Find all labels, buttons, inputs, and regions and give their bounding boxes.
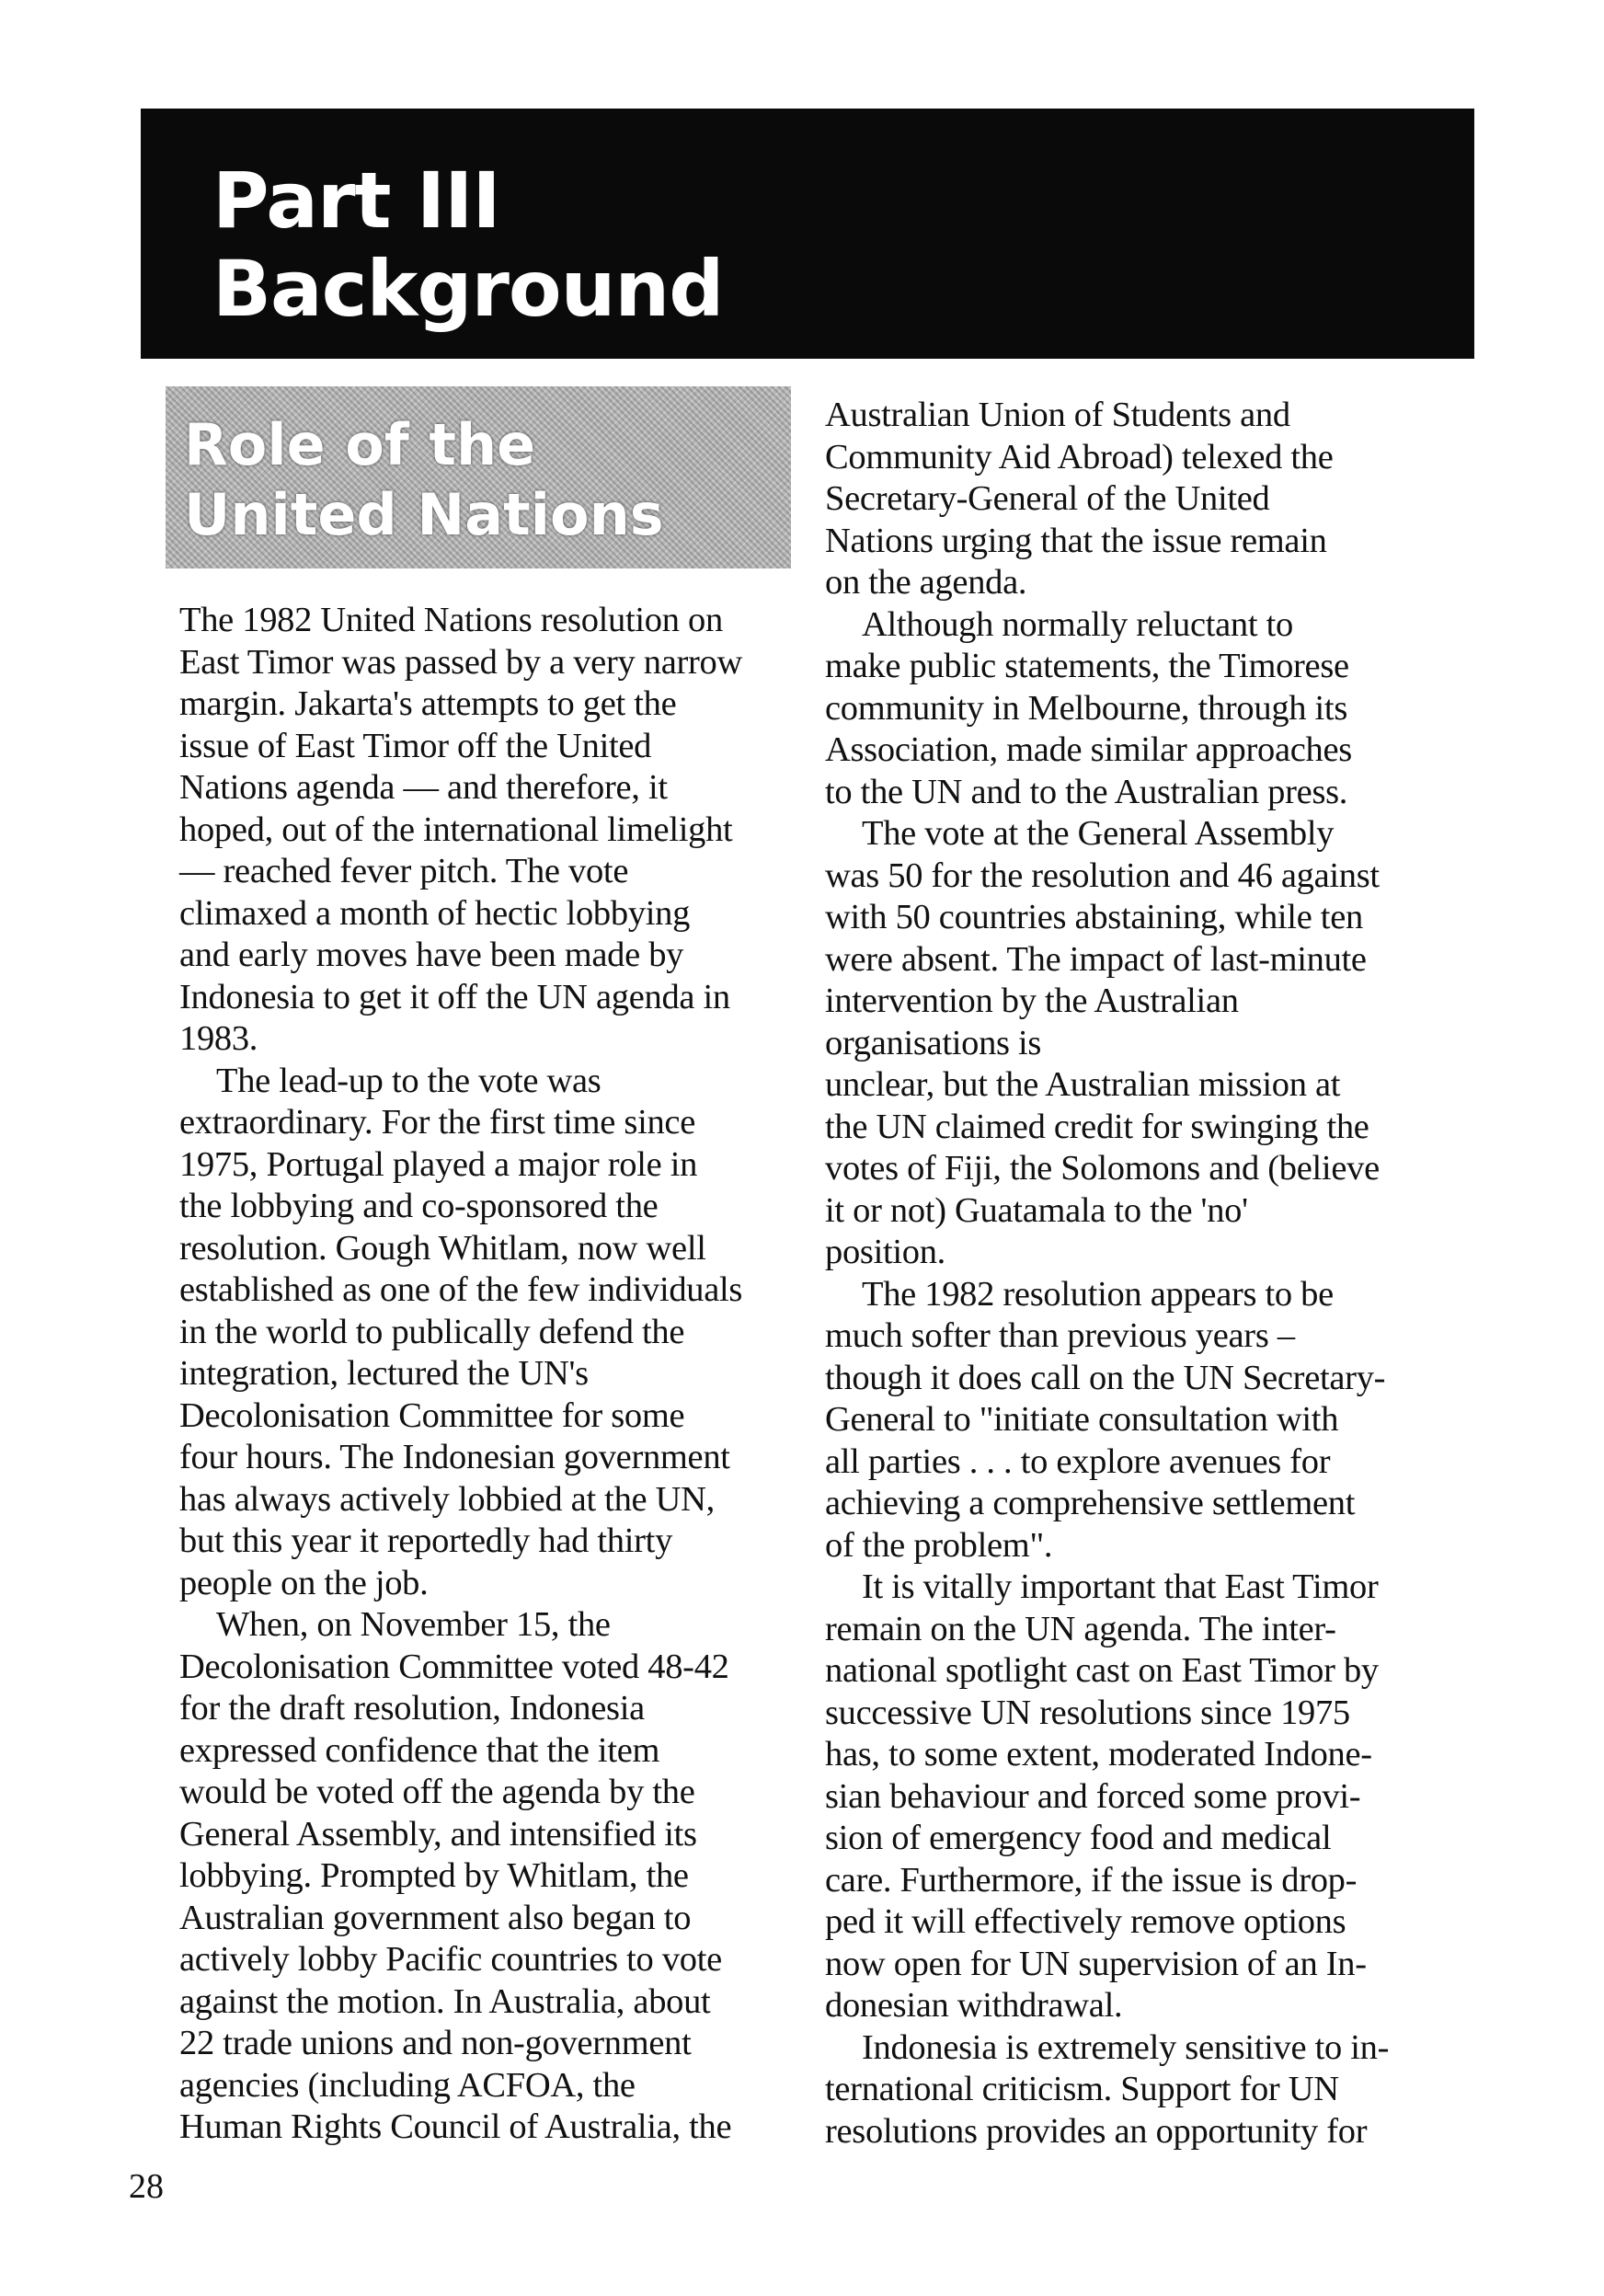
text-line: it or not) Guatamala to the 'no' (825, 1190, 1248, 1230)
text-line: The vote at the General Assembly (862, 814, 1335, 853)
text-line: 22 trade unions and non-government (179, 2024, 692, 2062)
text-line: of the problem". (825, 1525, 1053, 1565)
text-line: though it does call on the UN Secretary- (825, 1358, 1386, 1397)
text-line: 1975, Portugal played a major role in (179, 1144, 698, 1184)
text-line: and early moves have been made by (179, 936, 684, 974)
text-line: has always actively lobbied at the UN, (179, 1479, 715, 1519)
text-line: actively lobby Pacific countries to vote (179, 1940, 722, 1979)
text-line: intervention by the Australian (825, 982, 1239, 1020)
text-line: It is vitally important that East Timor (862, 1567, 1379, 1606)
paragraph (179, 1061, 805, 1605)
text-line: with 50 countries abstaining, while ten (825, 898, 1363, 936)
text-line: lobbying. Prompted by Whitlam, the (179, 1856, 689, 1895)
text-line: to the UN and to the Australian press. (825, 772, 1348, 811)
section-heading-line-2: United Nations (184, 481, 664, 548)
text-line: Indonesia to get it off the UN agenda in (179, 977, 730, 1016)
text-line: the UN claimed credit for swinging the (825, 1107, 1369, 1146)
text-line: General to "initiate consultation with (825, 1400, 1339, 1439)
text-line: national spotlight cast on East Timor by (825, 1651, 1379, 1690)
text-line: unclear, but the Australian mission at (825, 1065, 1341, 1104)
text-line: Community Aid Abroad) telexed the (825, 437, 1334, 476)
text-line: would be voted off the agenda by the (179, 1773, 695, 1811)
text-line: make public statements, the Timorese (825, 647, 1349, 685)
text-line: margin. Jakarta's attempts to get the (179, 684, 677, 723)
text-line: in the world to publically defend the (179, 1312, 685, 1351)
text-line: resolutions provides an opportunity for (825, 2111, 1368, 2151)
text-line: integration, lectured the UN's (179, 1354, 589, 1393)
text-line: now open for UN supervision of an In- (825, 1944, 1367, 1983)
page-number: 28 (129, 2167, 164, 2206)
text-line: achieving a comprehensive settlement (825, 1484, 1356, 1522)
text-line: people on the job. (179, 1563, 429, 1602)
text-line: sian behaviour and forced some provi- (825, 1776, 1361, 1816)
text-line: has, to some extent, moderated Indone- (825, 1735, 1372, 1774)
text-line: position. (825, 1233, 945, 1271)
paragraph (825, 604, 1469, 814)
text-line: Although normally reluctant to (862, 604, 1293, 644)
text-line: agencies (including ACFOA, the (179, 2065, 636, 2105)
text-line: Australian Union of Students and (825, 396, 1290, 434)
text-line: Nations agenda — and therefore, it (179, 768, 668, 807)
text-line: community in Melbourne, through its (825, 688, 1348, 728)
text-line: donesian withdrawal. (825, 1986, 1123, 2025)
text-line: remain on the UN agenda. The inter- (825, 1609, 1336, 1648)
text-line: the lobbying and co-sponsored the (179, 1187, 659, 1225)
text-line: The lead-up to the vote was (216, 1061, 602, 1100)
paragraph (825, 1567, 1469, 2027)
text-line: Nations urging that the issue remain (825, 521, 1327, 560)
paragraph (825, 813, 1469, 1274)
text-line: extraordinary. For the first time since (179, 1103, 695, 1142)
text-line: much softer than previous years – (825, 1316, 1295, 1355)
text-line: Association, made similar approaches (825, 730, 1352, 769)
paragraph (825, 2027, 1469, 2153)
text-line: but this year it reportedly had thirty (179, 1521, 673, 1560)
text-line: hoped, out of the international limelight (179, 809, 733, 849)
text-line: four hours. The Indonesian government (179, 1438, 730, 1476)
paragraph (825, 395, 1469, 604)
text-line: were absent. The impact of last-minute (825, 939, 1367, 979)
section-heading-line-1: Role of the (184, 411, 536, 478)
part-title: Part III (212, 155, 500, 246)
text-line: organisations is (825, 1023, 1042, 1062)
text-line: care. Furthermore, if the issue is drop- (825, 1860, 1358, 1900)
text-line: The 1982 resolution appears to be (862, 1274, 1334, 1314)
text-line: votes of Fiji, the Solomons and (believe (825, 1149, 1380, 1188)
text-line: issue of East Timor off the United (179, 726, 652, 765)
text-line: Decolonisation Committee for some (179, 1395, 685, 1435)
text-line: ternational criticism. Support for UN (825, 2070, 1339, 2108)
part-banner (141, 109, 1474, 359)
text-line: Australian government also began to (179, 1898, 692, 1937)
text-line: — reached fever pitch. The vote (179, 852, 629, 890)
text-line: established as one of the few individuals (179, 1270, 743, 1309)
text-line: Decolonisation Committee voted 48-42 (179, 1647, 729, 1686)
text-line: successive UN resolutions since 1975 (825, 1693, 1350, 1732)
left-column (179, 600, 805, 2149)
text-line: The 1982 United Nations resolution on (179, 601, 723, 639)
text-line: was 50 for the resolution and 46 against (825, 855, 1380, 895)
text-line: sion of emergency food and medical (825, 1819, 1332, 1857)
paragraph (825, 1274, 1469, 1567)
text-line: Indonesia is extremely sensitive to in- (862, 2027, 1390, 2067)
text-line: When, on November 15, the (216, 1605, 611, 1644)
right-column (825, 395, 1469, 2152)
text-line: East Timor was passed by a very narrow (179, 642, 742, 682)
section-heading-box (166, 386, 791, 568)
text-line: Secretary-General of the United (825, 479, 1270, 518)
text-line: ped it will effectively remove options (825, 1902, 1346, 1941)
text-line: all parties . . . to explore avenues for (825, 1441, 1331, 1481)
text-line: resolution. Gough Whitlam, now well (179, 1228, 706, 1268)
text-line: General Assembly, and intensified its (179, 1814, 697, 1854)
text-line: climaxed a month of hectic lobbying (179, 893, 691, 933)
text-line: for the draft resolution, Indonesia (179, 1689, 645, 1728)
text-line: Human Rights Council of Australia, the (179, 2107, 732, 2146)
paragraph (179, 1604, 805, 2149)
paragraph (179, 600, 805, 1061)
text-line: on the agenda. (825, 563, 1027, 602)
text-line: expressed confidence that the item (179, 1730, 660, 1770)
text-line: against the motion. In Australia, about (179, 1981, 711, 2021)
part-subtitle: Background (212, 244, 724, 334)
text-line: 1983. (179, 1019, 258, 1058)
